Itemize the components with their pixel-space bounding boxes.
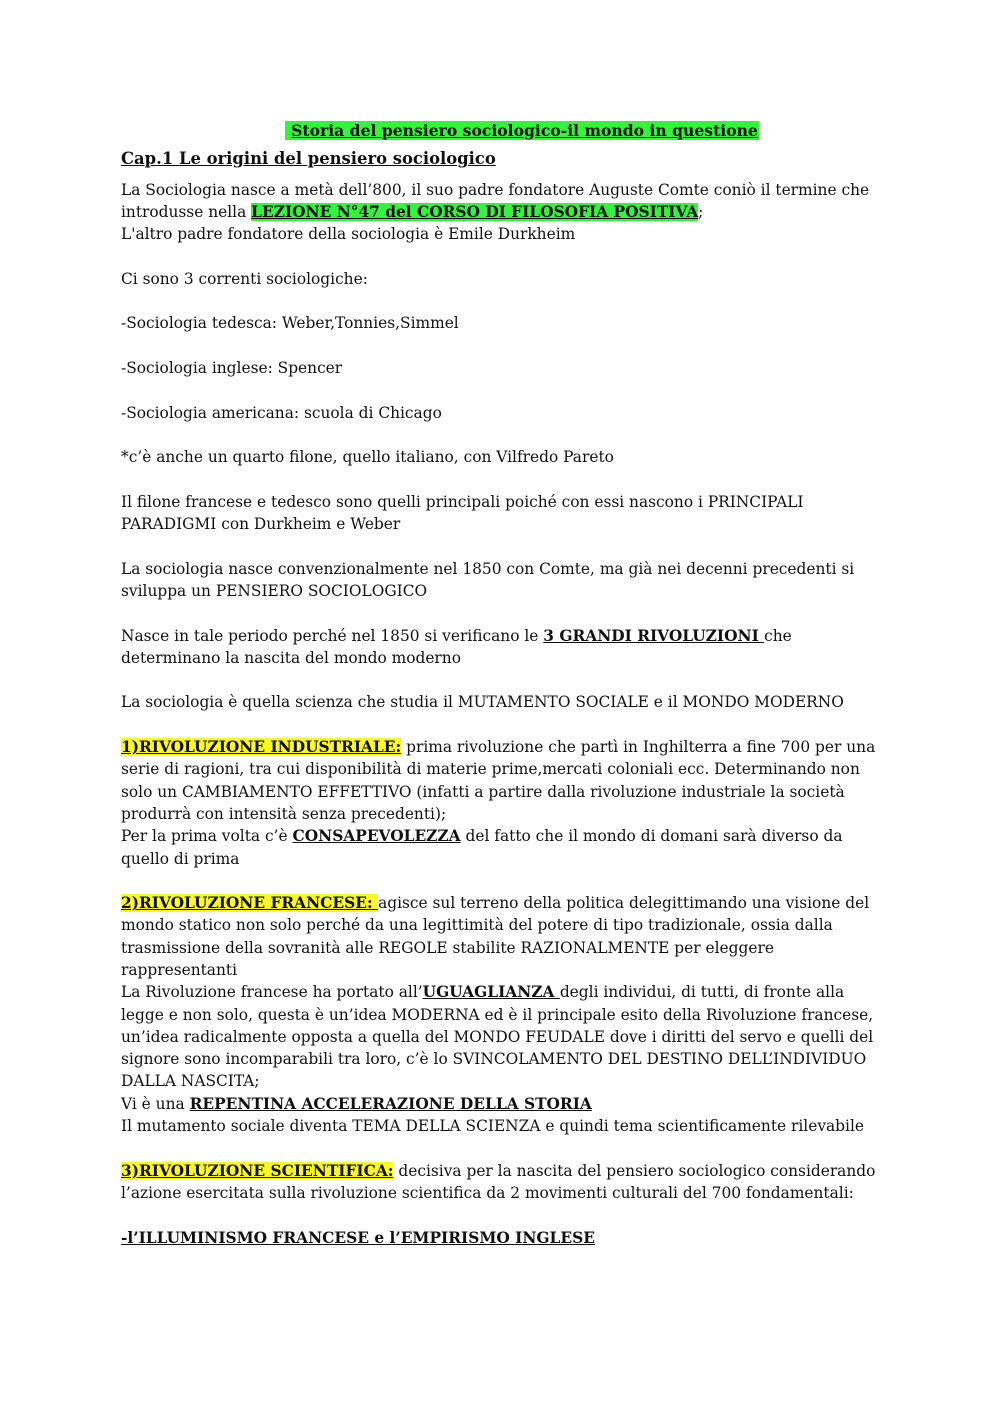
section-french-revolution [121, 892, 891, 1137]
bold-accelerazione: REPENTINA ACCELERAZIONE DELLA STORIA [189, 1094, 592, 1113]
section-industrial-revolution [121, 736, 891, 870]
title-line [121, 120, 891, 142]
paragraph-text: Nasce in tale periodo perché nel 1850 si verificano le [121, 626, 544, 645]
paragraph-text: L'altro padre fondatore della sociologia è Emile Durkheim [121, 225, 576, 244]
paragraph-text: degli individui, di tutti, di fronte alla legge e non solo, questa è un’idea MODERNA ed è il principale esito della Rivoluzione francese, un’idea radicalmente opposta a quella del MONDO FEUDALE dove i diritti del servo e quelli del signore sono incomparabili tra loro, c’è lo SVINCOLAMENTO DEL DESTINO DELL’INDIVIDUO DALLA NASCITA; [121, 983, 874, 1091]
paragraph-text: che determinano la nascita del mondo moderno [121, 626, 792, 667]
paragraph-text: La Sociologia nasce a metà dell’800, il suo padre fondatore Auguste Comte coniò il termine che introdusse nella [121, 180, 870, 221]
paragraph-text: La Rivoluzione francese ha portato all’ [121, 983, 423, 1002]
list-item-german: -Sociologia tedesca: Weber,Tonnies,Simmel [121, 314, 459, 333]
paragraph-birth: La sociologia nasce convenzionalmente nel 1850 con Comte, ma già nei decenni precedenti si sviluppa un PENSIERO SOCIOLOGICO [121, 559, 855, 600]
list-item-italian: *c’è anche un quarto filone, quello italiano, con Vilfredo Pareto [121, 448, 614, 467]
paragraph-currents: Ci sono 3 correnti sociologiche: [121, 269, 368, 288]
chapter-heading: Cap.1 Le origini del pensiero sociologico [121, 149, 496, 169]
final-heading [121, 1227, 891, 1249]
paragraph-text: prima rivoluzione che partì in Inghilterra a fine 700 per una serie di ragioni, tra cui disponibilità di materie prime,mercati coloniali ecc. Determinando non solo un CAMBIAMENTO EFFETTIVO (infatti a partire dalla rivoluzione industriale la società produrrà con intensità senza precedenti); [121, 738, 876, 823]
document-title: Storia del pensiero sociologico-il mondo in questione [285, 121, 759, 140]
highlight-lezione: LEZIONE N°47 del CORSO DI FILOSOFIA POSITIVA [251, 202, 699, 221]
heading-scientific-revolution: 3)RIVOLUZIONE SCIENTIFICA: [121, 1161, 394, 1180]
paragraph-text: del fatto che il mondo di domani sarà diverso da quello di prima [121, 827, 843, 868]
paragraph-revolutions [121, 625, 891, 670]
paragraph-text: Vi è una [121, 1094, 190, 1113]
paragraph-text: Per la prima volta c’è [121, 827, 293, 846]
section-scientific-revolution [121, 1160, 891, 1205]
paragraph-definition: La sociologia è quella scienza che studia il MUTAMENTO SOCIALE e il MONDO MODERNO [121, 693, 844, 712]
paragraph-origins [121, 179, 891, 246]
document-page [121, 120, 891, 1271]
bold-movements: -l’ILLUMINISMO FRANCESE e l’EMPIRISMO INGLESE [121, 1228, 595, 1247]
paragraph-main-strands: Il filone francese e tedesco sono quelli principali poiché con essi nascono i PRINCIPALI PARADIGMI con Durkheim e Weber [121, 492, 804, 534]
heading-industrial-revolution: 1)RIVOLUZIONE INDUSTRIALE: [121, 738, 402, 757]
list-item-american: -Sociologia americana: scuola di Chicago [121, 403, 442, 422]
paragraph-text: agisce sul terreno della politica delegittimando una visione del mondo statico non solo perché da una legittimità del potere di tipo tradizionale, ossia dalla trasmissione della sovranità alle REGOLE stabilite RAZIONALMENTE per eleggere rappresentanti [121, 894, 870, 979]
heading-french-revolution: 2)RIVOLUZIONE FRANCESE: [121, 894, 379, 913]
bold-three-revolutions: 3 GRANDI RIVOLUZIONI [543, 626, 765, 645]
paragraph-text: ; [698, 202, 704, 221]
paragraph-text: Il mutamento sociale diventa TEMA DELLA SCIENZA e quindi tema scientificamente rilevabile [121, 1117, 864, 1136]
list-item-english: -Sociologia inglese: Spencer [121, 358, 343, 377]
bold-uguaglianza: UGUAGLIANZA [422, 983, 560, 1002]
paragraph-text: decisiva per la nascita del pensiero sociologico considerando l’azione esercitata sulla rivoluzione scientifica da 2 movimenti culturali del 700 fondamentali: [121, 1161, 876, 1202]
bold-consapevolezza: CONSAPEVOLEZZA [292, 827, 461, 846]
